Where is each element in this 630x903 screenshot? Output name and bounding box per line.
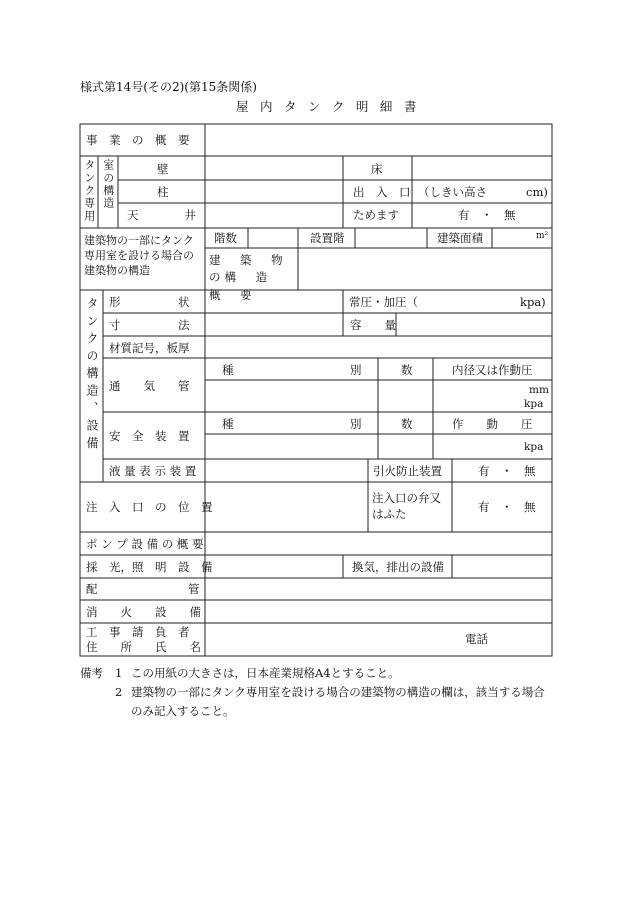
building-structure-label: 建 築 物 の構 造 概 要 [209,253,303,302]
ceiling-label: 天 井 [127,208,196,222]
floor-label: 床 [371,162,383,176]
level-gauge-label: 液 量 表 示 装 置 [109,464,197,478]
floors-label: 階数 [214,231,237,245]
business-overview-label: 事 業 の 概 要 [86,133,190,147]
op-pressure-label: 作 動 圧 [452,417,533,431]
safety-label: 安 全 装 置 [109,429,190,443]
building-part-label: 建築物の一部にタンク専用室を設ける場合の建築物の構造 [84,234,194,277]
note-2-line1: 建築物の一部にタンク専用室を設ける場合の建築物の構造の欄は，該当する場合 [131,685,545,699]
mm-unit: mm [529,384,549,396]
entrance-label: 出 入 口 [353,185,411,199]
safety-kind-suffix: 別 [350,417,362,431]
vent-kpa-unit: kpa [524,398,544,410]
phone-label: 電話 [465,632,488,646]
kpa-unit: kpa) [520,295,546,309]
fill-valve-yes-no[interactable]: 有 ・ 無 [478,500,536,514]
vent-pipe-label: 通 気 管 [109,379,190,393]
safety-count-label: 数 [401,417,413,431]
lighting-label: 採 光，照 明 設 備 [86,560,213,574]
contractor-address-label: 住 所 氏 名 [86,640,201,654]
business-overview-field[interactable] [206,126,552,156]
pillar-label: 柱 [157,185,169,199]
piping-label-a: 配 [86,582,98,596]
note-1-number: 1 [115,666,123,680]
fire-ext-label: 消 火 設 備 [86,605,201,619]
tank-structure-group-label: タンクの構造、設備 [85,297,99,454]
sill-height-label: （しきい高さ [418,185,487,199]
inner-dia-label: 内径又は作動圧 [452,363,533,377]
vent-count-label: 数 [401,363,413,377]
fill-valve-label: 注入口の弁又はふた [372,491,441,521]
cm-unit: cm) [526,185,548,199]
material-label: 材質記号，板厚 [109,341,190,355]
flame-arrester-yes-no[interactable]: 有 ・ 無 [478,464,536,478]
room-structure-label: 室の構造 [101,159,115,210]
vent-kind-suffix: 別 [350,363,362,377]
note-2-number: 2 [115,685,123,699]
ventilation-label: 換気，排出の設備 [352,560,444,574]
note-2-line2: のみ記入すること。 [131,704,235,718]
safety-kpa-unit: kpa [524,441,544,453]
form-number: 様式第14号(その2)(第15条関係) [80,80,257,94]
install-floor-label: 設置階 [310,231,345,245]
building-area-label: 建築面積 [437,231,483,245]
contractor-label: 工 事 請 負 者 [86,625,190,639]
page-title: 屋 内 タ ン ク 明 細 書 [236,99,421,114]
sump-yes-no[interactable]: 有 ・ 無 [458,208,516,222]
fill-position-label: 注 入 口 の 位 置 [86,500,213,514]
tank-room-label: タンク専用 [82,159,96,223]
note-1: この用紙の大きさは，日本産業規格A4とすること。 [131,666,400,680]
pump-label: ポ ン プ 設 備 の 概 要 [86,537,204,551]
vent-kind-label: 種 [222,363,234,377]
flame-arrester-label: 引火防止装置 [373,464,442,478]
shape-label: 形 状 [109,295,190,309]
wall-label: 壁 [157,162,169,176]
capacity-label: 容 量 [350,318,396,332]
pressure-label: 常圧・加圧（ [349,295,418,309]
piping-label-b: 管 [188,582,200,596]
dimensions-label: 寸 法 [109,318,190,332]
notes-label: 備考 [80,666,103,680]
m2-unit: m² [536,231,549,241]
sump-label: ためます [353,208,399,222]
safety-kind-label: 種 [222,417,234,431]
